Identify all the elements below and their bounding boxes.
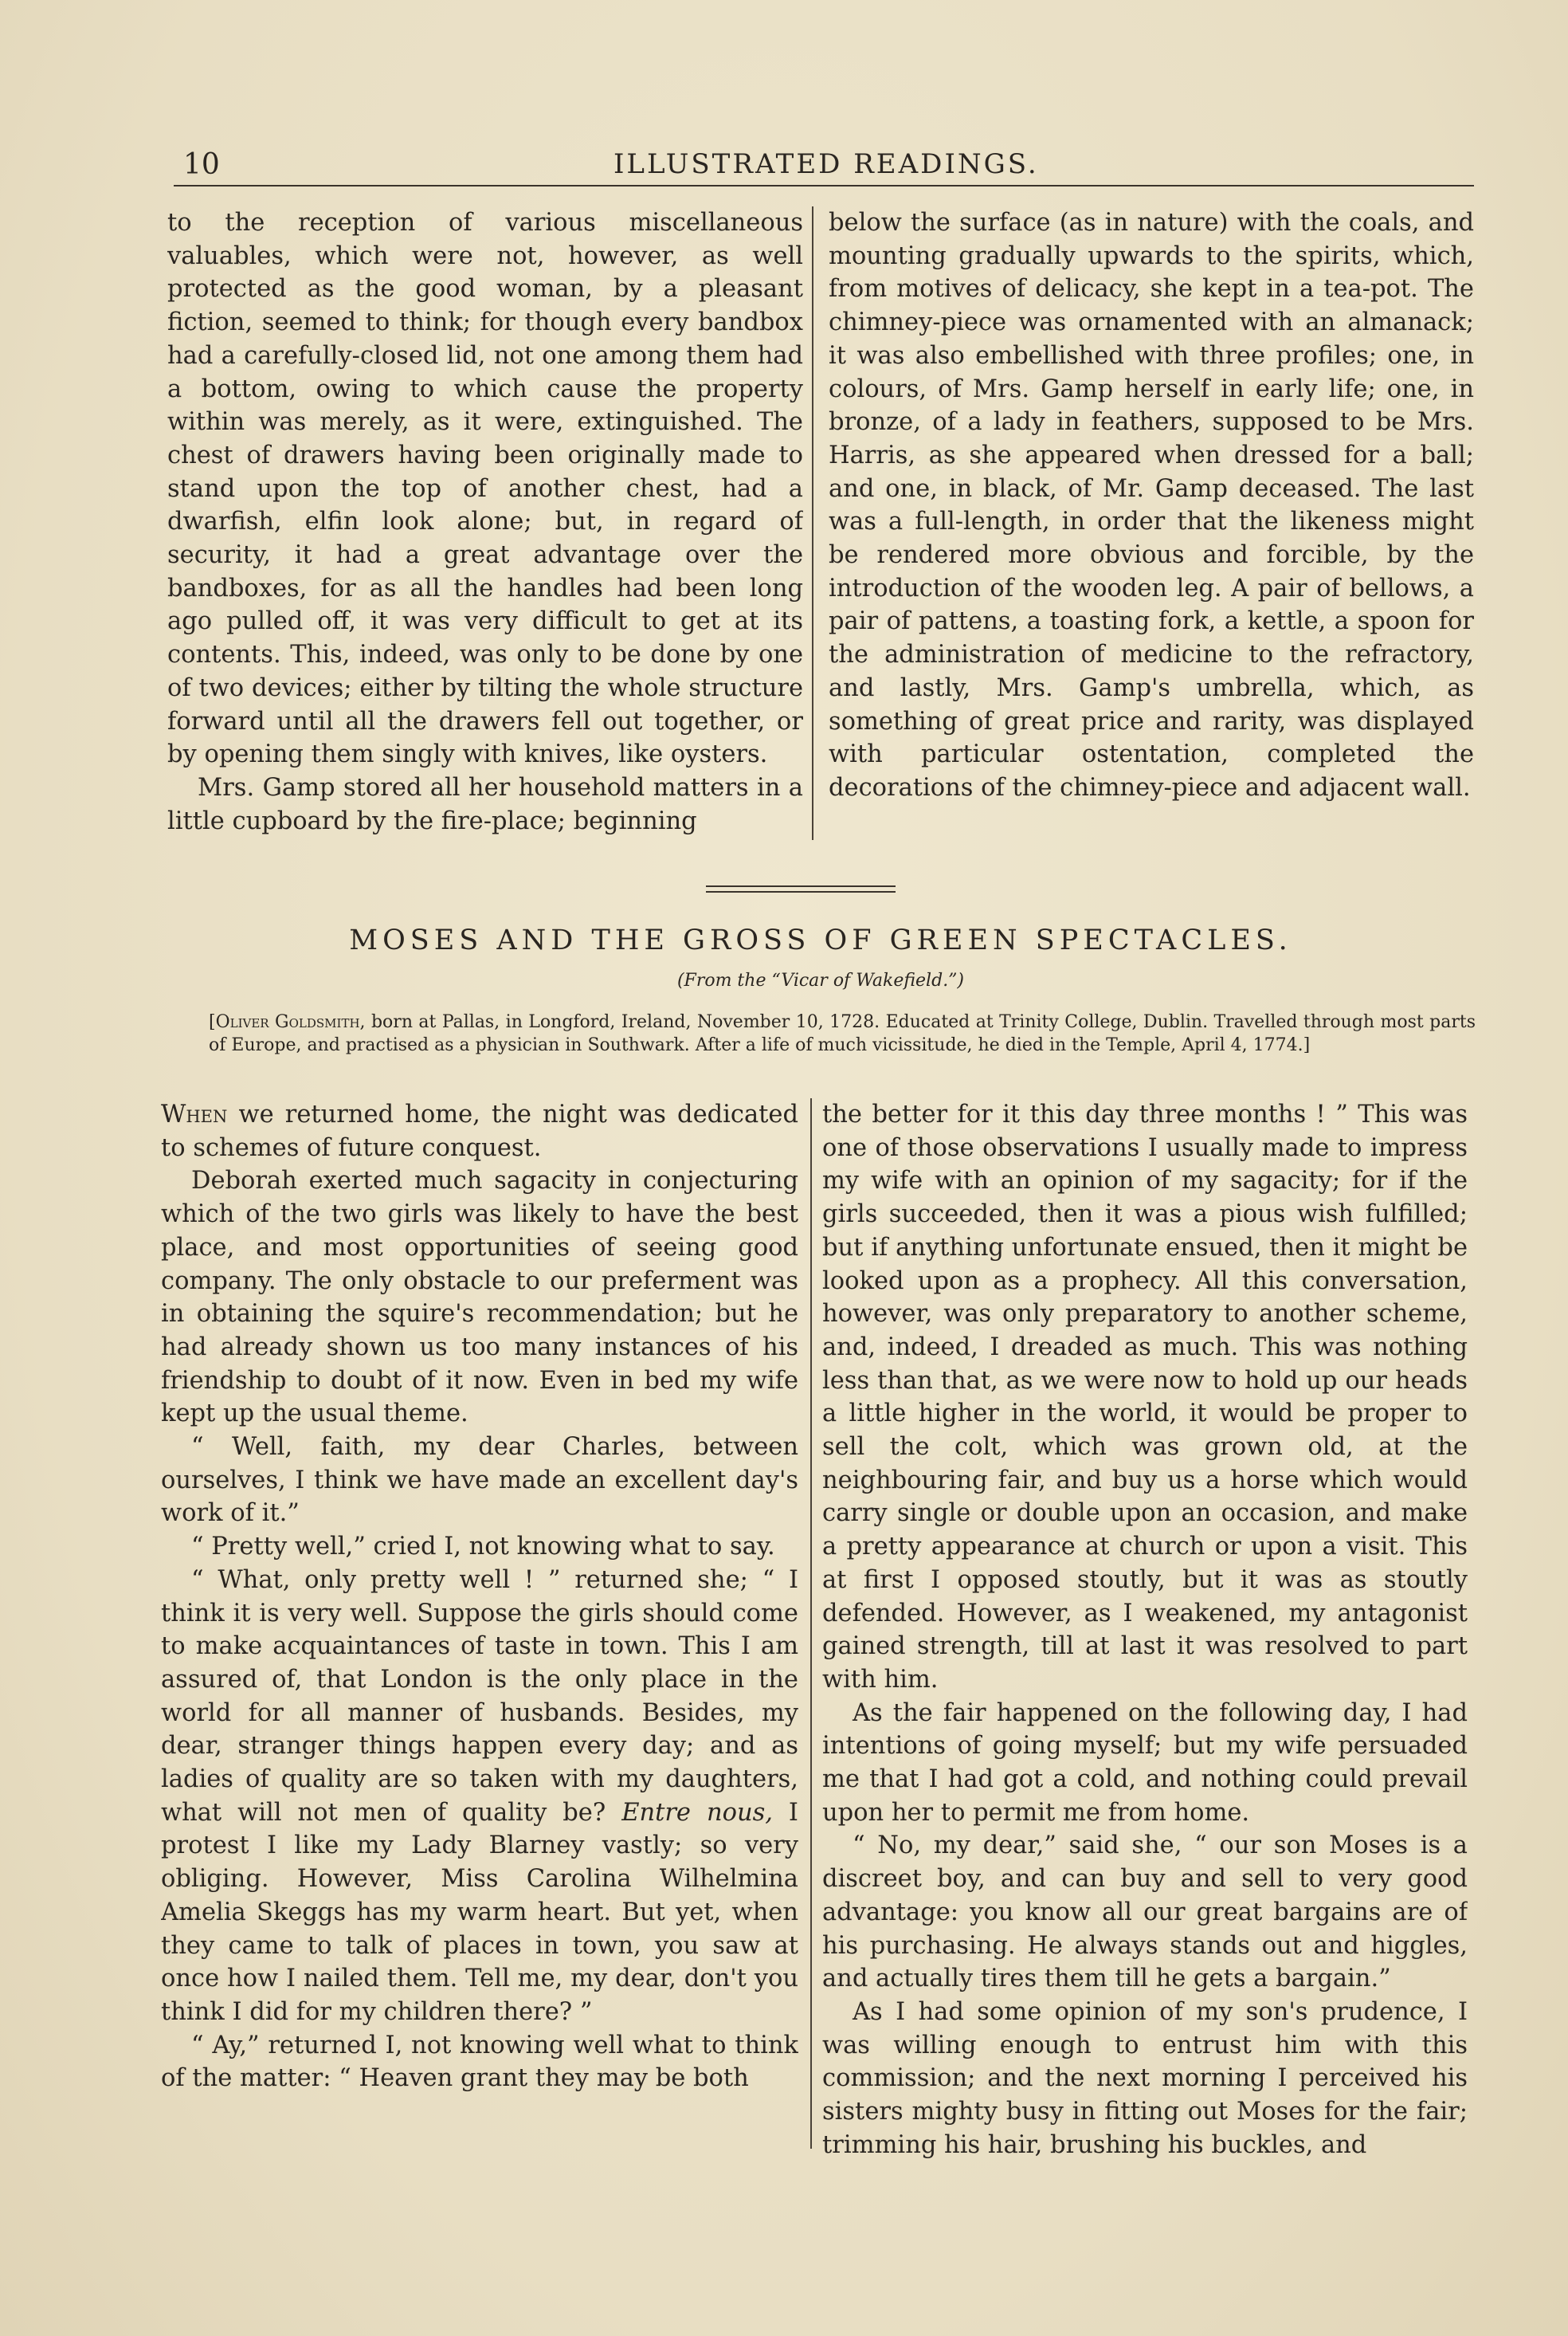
header-rule — [174, 185, 1474, 186]
top-left-column — [167, 206, 803, 844]
article-title: MOSES AND THE GROSS OF GREEN SPECTACLES. — [349, 925, 1292, 956]
paragraph: Mrs. Gamp stored all her household matters in a little cupboard by the fire-place; beginning — [167, 773, 803, 835]
source-work: Vicar of Wakefield — [781, 971, 943, 991]
paragraph: “ Well, faith, my dear Charles, between ourselves, I think we have made an excellent day's work of it.” — [161, 1433, 798, 1528]
section-rule — [706, 891, 896, 893]
author-name: Oliver Goldsmith — [215, 1012, 360, 1032]
paragraph: the better for it this day three months ! ” This was one of those observations I usually made to impress my wife with an opinion of my sagacity; for if the girls succeeded, then it was a pious wish fulfilled; but if anything unfortunate ensued, then it might be looked upon as a prophecy. All this conversation, however, was only preparatory to another scheme, and, indeed, I dreaded as much. This was nothing less than that, as we were now to hold up our heads a little higher in the world, it would be proper to sell the colt, which was grown old, at the neighbouring fair, and buy us a horse which would carry single or double upon an occasion, and make a pretty appearance at church or upon a visit. This at first I opposed stoutly, but it was as stoutly defended. However, as I weakened, my antagonist gained strength, till at last it was resolved to part with him. — [822, 1101, 1468, 1694]
source-suffix: .”) — [943, 971, 965, 991]
paragraph: As I had some opinion of my son's prudence, I was willing enough to entrust him with this commission; and the next morning I perceived his sisters mighty busy in fitting out Moses for the fair; trimming his hair, brushing his buckles, and — [822, 1997, 1468, 2158]
paragraph: As the fair happened on the following day, I had intentions of going myself; but my wife persuaded me that I had got a cold, and nothing could prevail upon her to permit me from home. — [822, 1698, 1468, 1827]
paragraph: “ Ay,” returned I, not knowing well what to think of the matter: “ Heaven grant they may be both — [161, 2031, 798, 2093]
section-rule — [706, 885, 896, 887]
paragraph: to the reception of various miscellaneous valuables, which were not, however, as well protected as the good woman, by a pleasant fiction, seemed to think; for though every bandbox had a carefully-closed lid, not one among them had a bottom, owing to which cause the property within was merely, as it were, extinguished. The chest of drawers having been originally made to stand upon the top of another chest, had a dwarfish, elfin look alone; but, in regard of security, it had a great advantage over the bandboxes, for as all the handles had been long ago pulled off, it was very difficult to get at its contents. This, indeed, was only to be done by one of two devices; either by tilting the whole structure forward until all the drawers fell out together, or by opening them singly with knives, like oysters. — [167, 209, 803, 769]
source-prefix: (From the “ — [676, 971, 782, 991]
paragraph: When we returned home, the night was dedicated to schemes of future conquest. — [161, 1101, 798, 1162]
bottom-right-column — [822, 1098, 1468, 2158]
column-divider-bottom — [810, 1098, 812, 2149]
column-divider-top — [812, 206, 813, 840]
paragraph: Deborah exerted much sagacity in conjecturing which of the two girls was likely to have the best place, and most opportunities of seeing good company. The only obstacle to our preferment was in obtaining the squire's recommendation; but he had already shown us too many instances of his friendship to doubt of it now. Even in bed my wife kept up the usual theme. — [161, 1167, 798, 1428]
top-right-column — [829, 206, 1474, 844]
running-head — [167, 148, 1474, 180]
bottom-left-column — [161, 1098, 798, 2158]
opening-word: When — [161, 1101, 228, 1129]
author-bio: , born at Pallas, in Longford, Ireland, November 10, 1728. Educated at Trinity College, Dublin. Travelled through most parts of Europe, and practised as a physician in Southwark. After a life of much vicissitude, he died in the Temple, April 4, 1774.] — [209, 1012, 1476, 1055]
entre-nous: Entre nous, — [621, 1798, 773, 1827]
article-source — [159, 971, 1482, 991]
paragraph: “ No, my dear,” said she, “ our son Moses is a discreet boy, and can buy and sell to very good advantage: you know all our great bargains are of his purchasing. He always stands out and higgles, and actually tires them till he gets a bargain.” — [822, 1832, 1468, 1993]
author-note: [Oliver Goldsmith, born at Pallas, in Longford, Ireland, November 10, 1728. Educated at Trinity College, Dublin. Travelled through most parts of Europe, and practised as a physician in Southwark. After a life of much vicissitude, he died in the Temple, April 4, 1774.] — [209, 1012, 1476, 1055]
page-header-title: ILLUSTRATED READINGS. — [613, 148, 1039, 180]
paragraph: “ Pretty well,” cried I, not knowing what to say. — [191, 1533, 775, 1561]
paragraph: “ What, only pretty well ! ” returned she; “ I think it is very well. Suppose the girls should come to make acquaintances of taste in town. This I am assured of, that London is the only place in the world for all manner of husbands. Besides, my dear, stranger things happen every day; and as ladies of quality are so taken with my daughters, what will not men of quality be? Entre nous, I protest I like my Lady Blarney vastly; so very obliging. However, Miss Carolina Wilhelmina Amelia Skeggs has my warm heart. But yet, when they came to talk of places in town, you saw at once how I nailed them. Tell me, my dear, don't you think I did for my children there? ” — [161, 1565, 798, 2026]
page-number: 10 — [183, 148, 220, 181]
paragraph: below the surface (as in nature) with the coals, and mounting gradually upwards to the spirits, which, from motives of delicacy, she kept in a tea-pot. The chimney-piece was ornamented with an almanack; it was also embellished with three profiles; one, in colours, of Mrs. Gamp herself in early life; one, in bronze, of a lady in feathers, supposed to be Mrs. Harris, as she appeared when dressed for a ball; and one, in black, of Mr. Gamp deceased. The last was a full-length, in order that the likeness might be rendered more obvious and forcible, by the introduction of the wooden leg. A pair of bellows, a pair of pattens, a toasting fork, a kettle, a spoon for the administration of medicine to the refractory, and lastly, Mrs. Gamp's umbrella, which, as something of great price and rarity, was displayed with particular ostentation, completed the decorations of the chimney-piece and adjacent wall. — [829, 209, 1474, 802]
